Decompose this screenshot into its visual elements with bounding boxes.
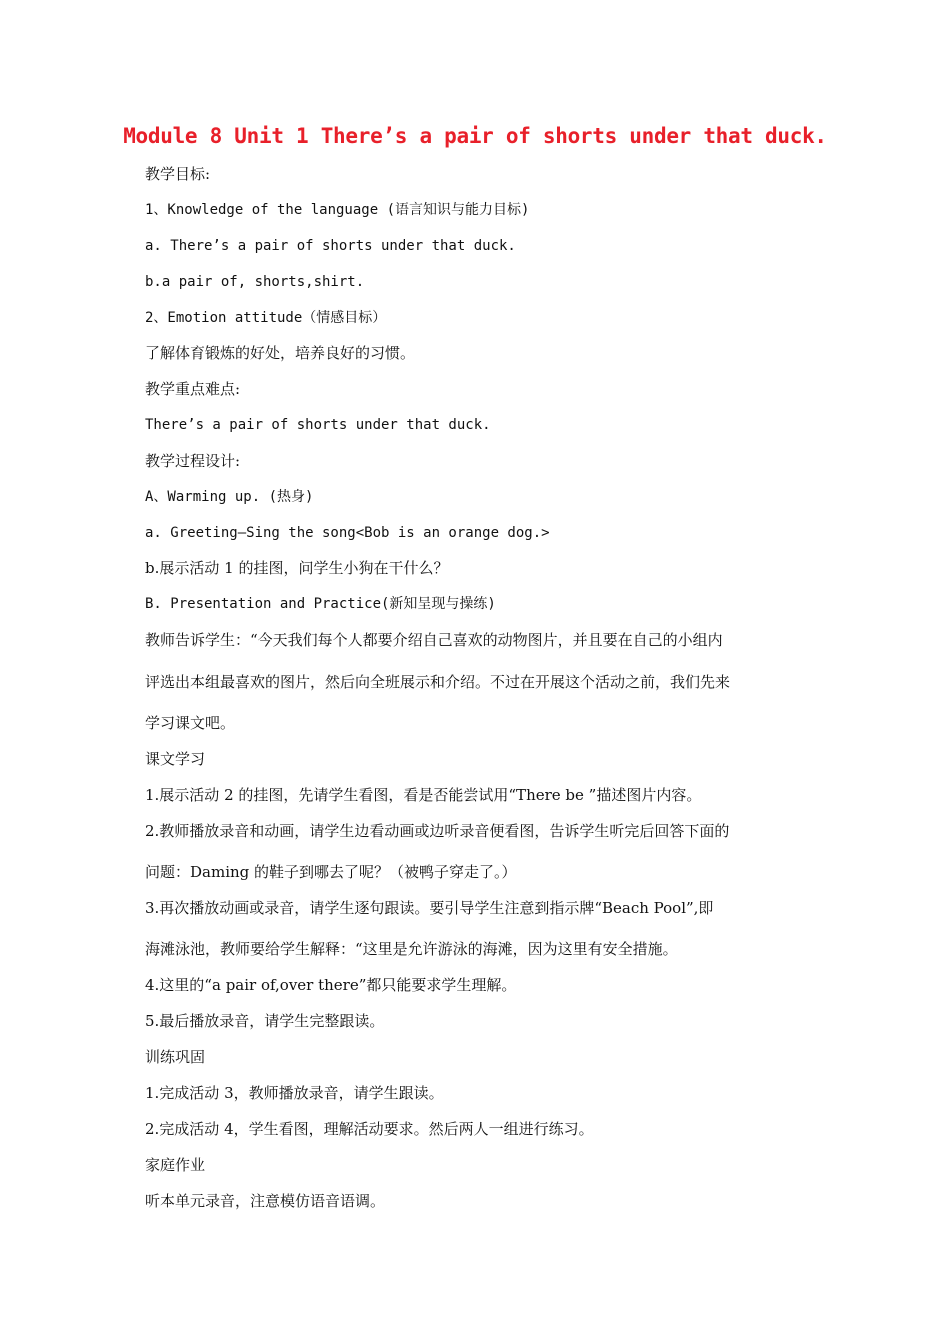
text-line: 学习课文吧。 (145, 714, 236, 732)
section-heading-objectives: 教学目标: (145, 165, 211, 183)
text-line: 海滩泳池，教师要给学生解释：“这里是允许游泳的海滩，因为这里有安全措施。 (145, 940, 678, 958)
text-line: 2.教师播放录音和动画，请学生边看动画或边听录音便看图，告诉学生听完后回答下面的 (145, 822, 730, 840)
section-heading-process: 教学过程设计: (145, 452, 241, 470)
text-line: 听本单元录音，注意模仿语音语调。 (145, 1192, 386, 1210)
text-line: 4.这里的“a pair of,over there”都只能要求学生理解。 (145, 976, 517, 994)
text-line: a. Greeting—Sing the song<Bob is an orange dog.> (145, 525, 550, 541)
text-line: a. There’s a pair of shorts under that duck. (145, 238, 516, 254)
section-heading-text-study: 课文学习 (145, 750, 206, 768)
text-line: B. Presentation and Practice(新知呈现与操练) (145, 596, 496, 612)
text-line: 2.完成活动 4，学生看图，理解活动要求。然后两人一组进行练习。 (145, 1120, 594, 1138)
text-line: 教师告诉学生：“今天我们每个人都要介绍自己喜欢的动物图片，并且要在自己的小组内 (145, 631, 723, 649)
text-line: b.a pair of, shorts,shirt. (145, 274, 365, 290)
section-heading-homework: 家庭作业 (145, 1156, 206, 1174)
text-line: b.展示活动 1 的挂图，问学生小狗在干什么？ (145, 559, 449, 577)
text-line: 问题：Daming 的鞋子到哪去了呢？（被鸭子穿走了。） (145, 863, 517, 881)
text-line: There’s a pair of shorts under that duck. (145, 417, 491, 433)
text-line: 2、Emotion attitude（情感目标） (145, 310, 387, 326)
text-line: A、Warming up. (热身) (145, 489, 314, 505)
text-line: 1.完成活动 3，教师播放录音，请学生跟读。 (145, 1084, 444, 1102)
text-line: 1、Knowledge of the language (语言知识与能力目标) (145, 202, 530, 218)
text-line: 了解体育锻炼的好处，培养良好的习惯。 (145, 344, 416, 362)
document-title: Module 8 Unit 1 There’s a pair of shorts under that duck. (123, 124, 827, 148)
section-heading-key-points: 教学重点难点: (145, 380, 241, 398)
section-heading-practice: 训练巩固 (145, 1048, 206, 1066)
text-line: 评选出本组最喜欢的图片，然后向全班展示和介绍。不过在开展这个活动之前，我们先来 (145, 673, 731, 691)
text-line: 5.最后播放录音，请学生完整跟读。 (145, 1012, 385, 1030)
text-line: 3.再次播放动画或录音，请学生逐句跟读。要引导学生注意到指示牌“Beach Pool”,即 (145, 899, 714, 917)
text-line: 1.展示活动 2 的挂图，先请学生看图，看是否能尝试用“There be ”描述图片内容。 (145, 786, 702, 804)
